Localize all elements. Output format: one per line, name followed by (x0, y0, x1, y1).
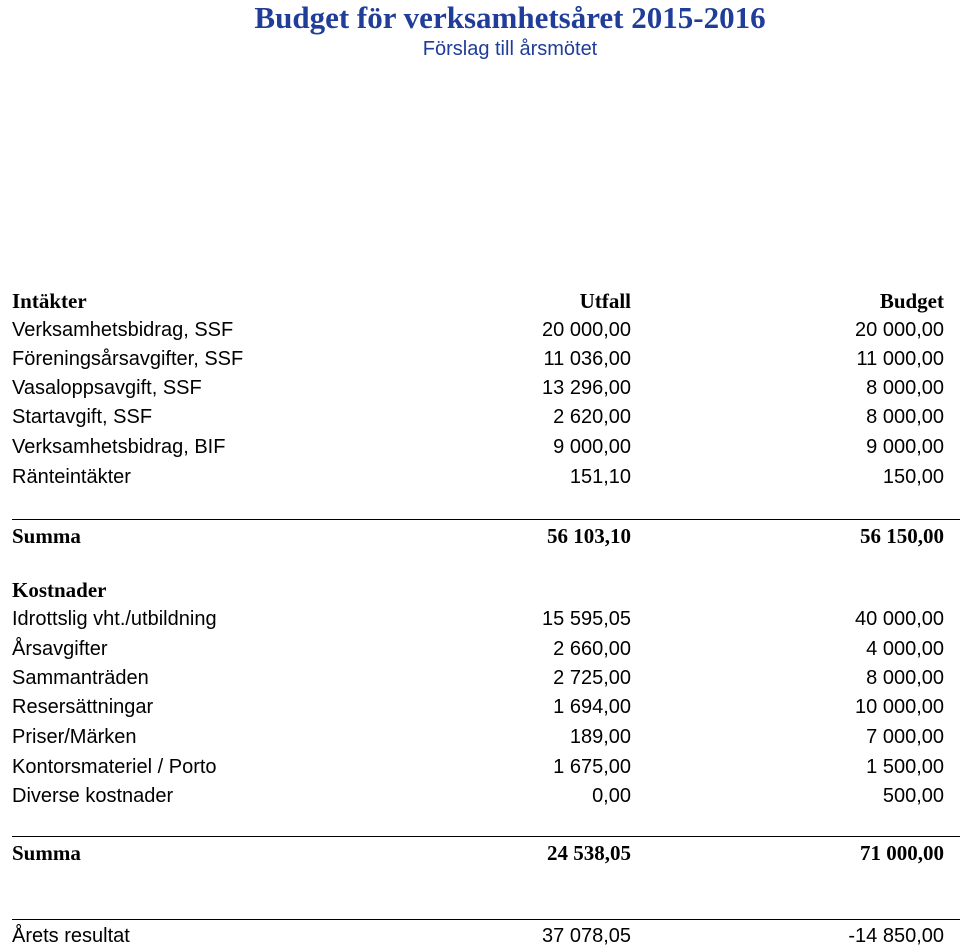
costs-header-label: Kostnader (12, 578, 107, 602)
row-budget: 1 500,00 (866, 756, 944, 778)
row-budget: 8 000,00 (866, 667, 944, 689)
costs-sum-utfall: 24 538,05 (547, 841, 631, 865)
row-label: Diverse kostnader (12, 785, 174, 807)
cost-row (0, 722, 960, 752)
row-utfall: 2 725,00 (553, 667, 631, 689)
row-label: Startavgift, SSF (12, 406, 153, 428)
income-header-label: Intäkter (12, 289, 87, 313)
row-budget: 8 000,00 (866, 377, 944, 399)
row-utfall: 0,00 (592, 785, 631, 807)
row-utfall: 11 036,00 (543, 348, 631, 370)
result-row (0, 921, 960, 951)
row-utfall: 151,10 (569, 466, 631, 488)
result-utfall: 37 078,05 (542, 925, 631, 947)
row-utfall: 15 595,05 (542, 608, 631, 630)
budget-column-header: Budget (879, 289, 944, 313)
costs-sum-divider (12, 836, 960, 837)
result-budget: -14 850,00 (848, 925, 944, 947)
row-budget: 40 000,00 (855, 608, 944, 630)
row-label: Kontorsmateriel / Porto (12, 756, 217, 778)
income-row (0, 432, 960, 462)
row-budget: 500,00 (882, 785, 944, 807)
row-utfall: 2 620,00 (553, 406, 631, 428)
row-budget: 10 000,00 (855, 696, 944, 718)
costs-sum-row (0, 838, 960, 868)
income-sum-row (0, 521, 960, 551)
row-label: Verksamhetsbidrag, BIF (12, 436, 226, 458)
costs-header-row (0, 575, 960, 605)
row-label: Idrottslig vht./utbildning (12, 608, 217, 630)
row-label: Årsavgifter (12, 638, 108, 660)
income-sum-utfall: 56 103,10 (547, 524, 631, 548)
row-utfall: 13 296,00 (542, 377, 631, 399)
row-utfall: 189,00 (569, 726, 631, 748)
row-utfall: 1 675,00 (553, 756, 631, 778)
row-label: Vasaloppsavgift, SSF (12, 377, 202, 399)
row-utfall: 2 660,00 (553, 638, 631, 660)
row-label: Resersättningar (12, 696, 154, 718)
row-budget: 4 000,00 (866, 638, 944, 660)
row-utfall: 20 000,00 (542, 319, 631, 341)
row-label: Sammanträden (12, 667, 149, 689)
income-header-row (0, 286, 960, 316)
cost-row (0, 634, 960, 664)
row-budget: 20 000,00 (855, 319, 944, 341)
row-utfall: 1 694,00 (553, 696, 631, 718)
income-row (0, 402, 960, 432)
row-label: Priser/Märken (12, 726, 137, 748)
document-subtitle: Förslag till årsmötet (422, 38, 598, 60)
income-sum-divider (12, 519, 960, 520)
row-label: Verksamhetsbidrag, SSF (12, 319, 234, 341)
result-divider (12, 919, 960, 920)
income-sum-budget: 56 150,00 (860, 524, 944, 548)
row-budget: 11 000,00 (856, 348, 944, 370)
income-row (0, 315, 960, 345)
row-utfall: 9 000,00 (553, 436, 631, 458)
result-label: Årets resultat (12, 925, 130, 947)
income-row (0, 373, 960, 403)
utfall-column-header: Utfall (579, 289, 631, 313)
row-budget: 7 000,00 (866, 726, 944, 748)
cost-row (0, 663, 960, 693)
costs-sum-label: Summa (12, 841, 81, 865)
costs-sum-budget: 71 000,00 (860, 841, 944, 865)
row-label: Ränteintäkter (12, 466, 131, 488)
document-title: Budget för verksamhetsåret 2015-2016 (254, 0, 766, 35)
row-label: Föreningsårsavgifter, SSF (12, 348, 244, 370)
income-sum-label: Summa (12, 524, 81, 548)
income-row (0, 344, 960, 374)
row-budget: 9 000,00 (866, 436, 944, 458)
cost-row (0, 781, 960, 811)
row-budget: 8 000,00 (866, 406, 944, 428)
cost-row (0, 604, 960, 634)
income-row (0, 462, 960, 492)
row-budget: 150,00 (882, 466, 944, 488)
cost-row (0, 752, 960, 782)
cost-row (0, 692, 960, 722)
